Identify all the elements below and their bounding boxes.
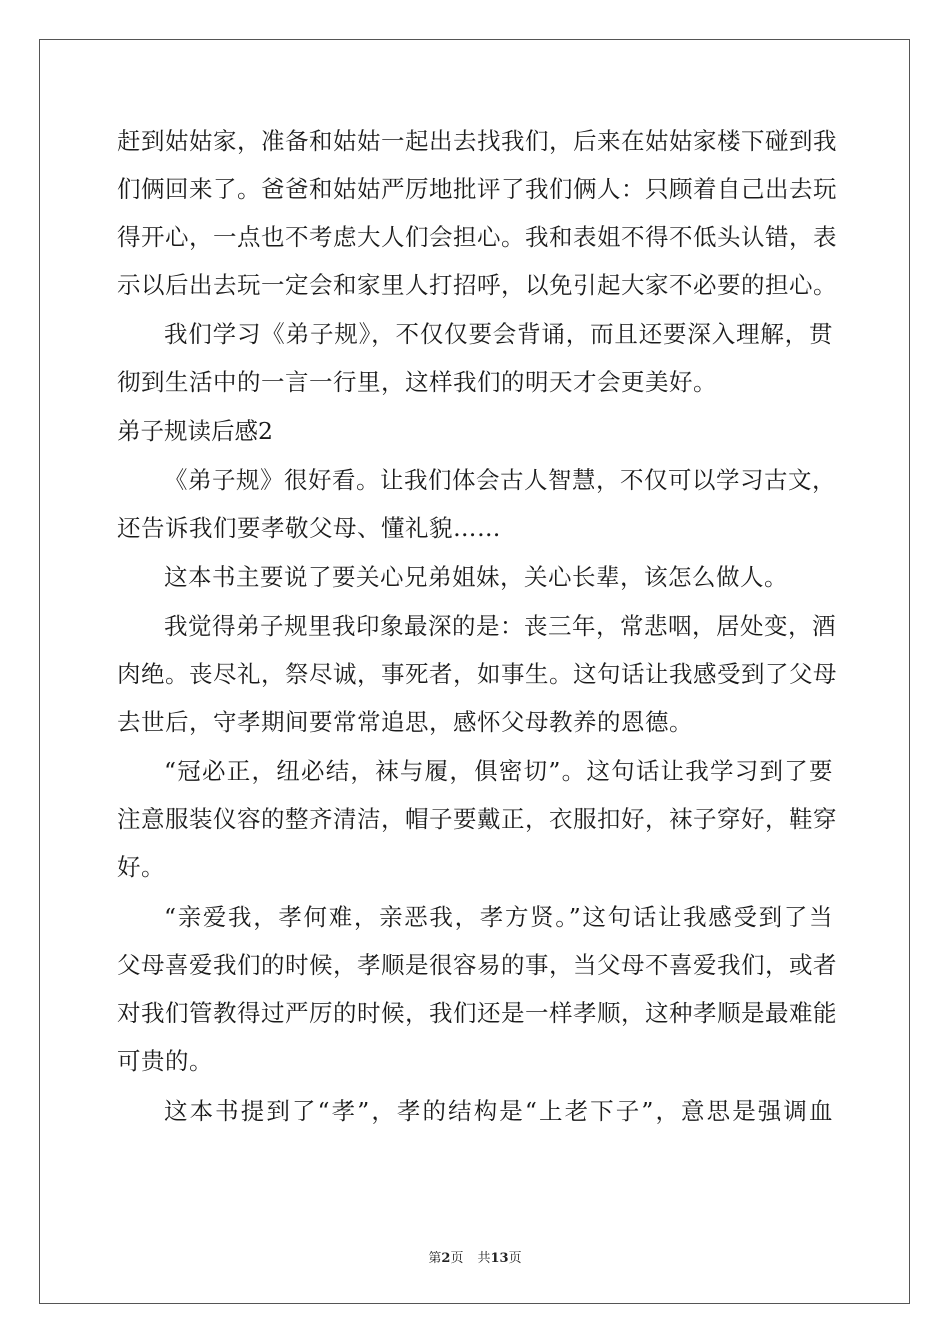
page-label-prefix: 第 bbox=[428, 1251, 442, 1266]
total-pages: 13 bbox=[490, 1251, 509, 1266]
text-line: 还告诉我们要孝敬父母、懂礼貌…… bbox=[117, 514, 501, 542]
text-line: 彻到生活中的一言一行里，这样我们的明天才会更美好。 bbox=[117, 368, 717, 396]
text-line: 得开心，一点也不考虑大人们会担心。我和表姐不得不低头认错，表 bbox=[117, 223, 837, 251]
text-line: 肉绝。丧尽礼，祭尽诚，事死者，如事生。这句话让我感受到了父母 bbox=[117, 660, 837, 688]
text-line: 们俩回来了。爸爸和姑姑严厉地批评了我们俩人：只顾着自己出去玩 bbox=[117, 175, 837, 203]
paragraph-start: 我觉得弟子规里我印象最深的是：丧三年，常悲咽，居处变，酒 bbox=[164, 612, 836, 640]
text-line: 赶到姑姑家，准备和姑姑一起出去找我们，后来在姑姑家楼下碰到我 bbox=[117, 127, 837, 155]
page-number: 2 bbox=[441, 1251, 451, 1266]
total-label-prefix: 共 bbox=[477, 1251, 491, 1266]
page-footer bbox=[0, 1247, 950, 1266]
section-heading: 弟子规读后感2 bbox=[117, 417, 273, 445]
page-label-suffix: 页 bbox=[450, 1251, 464, 1266]
text-line: 对我们管教得过严厉的时候，我们还是一样孝顺，这种孝顺是最难能 bbox=[117, 999, 837, 1027]
text-line: 去世后，守孝期间要常常追思，感怀父母教养的恩德。 bbox=[117, 708, 693, 736]
text-line: 好。 bbox=[117, 853, 165, 881]
text-line: 可贵的。 bbox=[117, 1047, 213, 1075]
text-line: 父母喜爱我们的时候，孝顺是很容易的事，当父母不喜爱我们，或者 bbox=[117, 951, 837, 979]
paragraph-start: 这本书主要说了要关心兄弟姐妹，关心长辈，该怎么做人。 bbox=[164, 563, 788, 591]
total-label-suffix: 页 bbox=[508, 1251, 522, 1266]
paragraph-start: 《弟子规》很好看。让我们体会古人智慧，不仅可以学习古文， bbox=[164, 466, 836, 494]
text-line: 示以后出去玩一定会和家里人打招呼，以免引起大家不必要的担心。 bbox=[117, 271, 837, 299]
paragraph-start: “亲爱我，孝何难，亲恶我，孝方贤。”这句话让我感受到了当 bbox=[164, 903, 833, 931]
paragraph-start: “冠必正，纽必结，袜与履，俱密切”。这句话让我学习到了要 bbox=[164, 757, 833, 785]
paragraph-start: 我们学习《弟子规》，不仅仅要会背诵，而且还要深入理解，贯 bbox=[164, 320, 833, 348]
paragraph-start: 这本书提到了“孝”，孝的结构是“上老下子”，意思是强调血 bbox=[164, 1097, 833, 1125]
text-line: 注意服装仪容的整齐清洁，帽子要戴正，衣服扣好，袜子穿好，鞋穿 bbox=[117, 805, 837, 833]
